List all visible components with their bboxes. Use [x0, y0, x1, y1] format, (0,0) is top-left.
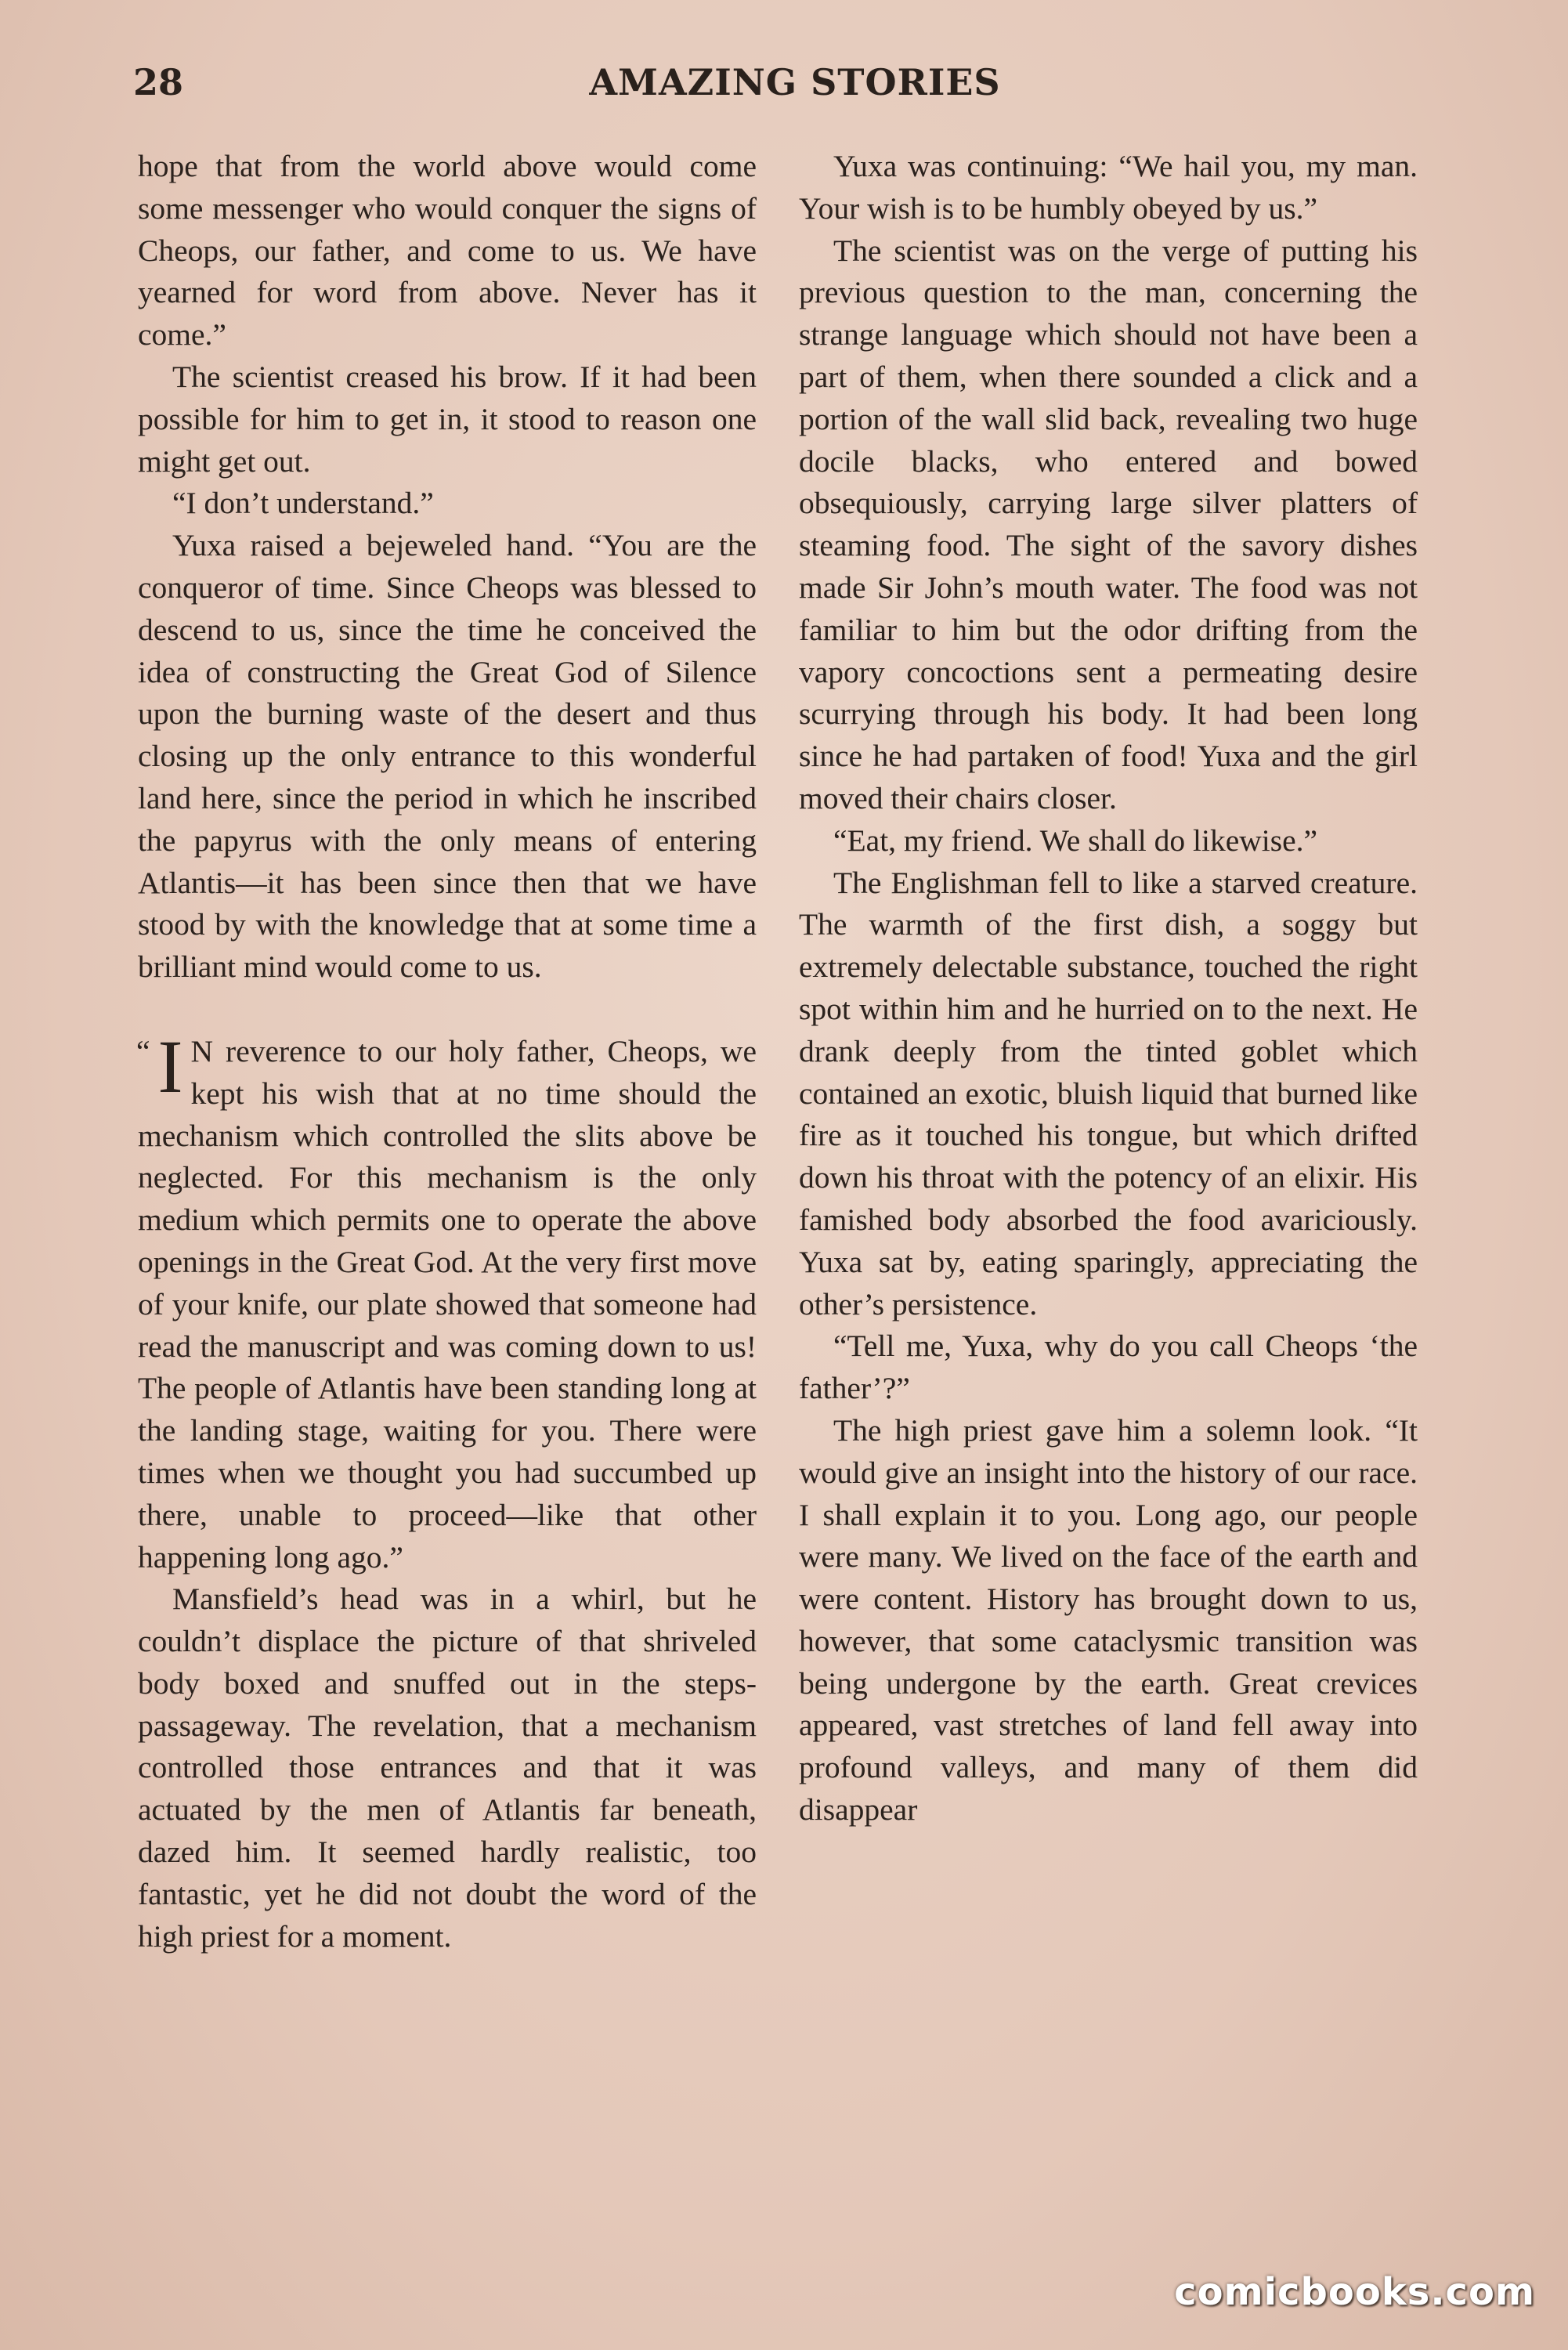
paragraph: The high priest gave him a solemn look. “It would give an insight into the history of our race. I shall explain it to you. Long ago, our people were many. We lived on the face of the earth and were content. History has brought down to us, however, that some cataclysmic transition was being undergone by the earth. Great crevices appeared, vast stretches of land fell away into profound valleys, and many of them did disappear — [799, 1412, 1418, 1828]
paragraph: “Eat, my friend. We shall do likewise.” — [833, 822, 1318, 858]
paragraph-text: reverence to our holy father, Cheops, we kept his wish that at no time should the mechanism which controlled the slits above be neglected. For this mechanism is the only medium which permits one to operate the above openings in the Great God. At the very first move of your knife, our plate showed that someone had read the manuscript and was coming down to us! The people of Atlantis have been standing long at the landing stage, waiting for you. There were times when we thought you had succumbed up there, unable to proceed—like that other happening long ago.” — [138, 1033, 757, 1574]
page-number: 28 — [133, 61, 184, 103]
paragraph: The scientist was on the verge of putting his previous question to the man, concerning the strange language which should not have been a part of them, when there sounded a click and a portion of the wall slid back, revealing two huge docile blacks, who entered and bowed obsequiously, carrying large silver platters of steaming food. The sight of the savory dishes made Sir John’s mouth water. The food was not familiar to him but the odor drifting from the vapory concoctions sent a permeating desire scurrying through his body. It had been long since he had partaken of food! Yuxa and the girl moved their chairs closer. — [799, 233, 1418, 815]
section-start-paragraph — [136, 1024, 757, 1578]
paragraph: Yuxa was continuing: “We hail you, my man. Your wish is to be humbly obeyed by us.” — [799, 149, 1418, 226]
paragraph: Yuxa raised a bejeweled hand. “You are the conqueror of time. Since Cheops was blessed to descend to us, since the time he conceived the idea of constructing the Great God of Silence upon the burning waste of the desert and thus closing up the only entrance to this wonderful land here, since the period in which he inscribed the papyrus with the only means of entering Atlantis—it has been since then that we have stood by with the knowledge that at some time a brilliant mind would come to us. — [138, 528, 757, 985]
first-letters: N — [190, 1033, 214, 1068]
paragraph: The Englishman fell to like a starved creature. The warmth of the first dish, a soggy but extremely delectable substance, touched the right spot within him and he hurried on to the next. He drank deeply from the tinted goblet which contained an exotic, bluish liquid that burned like fire as it touched his tongue, but which drifted down his throat with the potency of an elixir. His famished body absorbed the food avariciously. Yuxa sat by, eating sparingly, appreciating the other’s persistence. — [799, 865, 1418, 1321]
paragraph: “I don’t understand.” — [172, 486, 434, 521]
magazine-title: AMAZING STORIES — [589, 61, 1001, 103]
drop-cap: I — [157, 1024, 183, 1108]
paragraph: Mansfield’s head was in a whirl, but he couldn’t displace the picture of that shriveled body boxed and snuffed out in the steps-passageway. The revelation, that a mechanism controlled those entrances and that it was actuated by the men of Atlantis far beneath, dazed him. It seemed hardly realistic, too fantastic, yet he did not doubt the word of the high priest for a moment. — [138, 1582, 757, 1954]
right-column — [799, 146, 1418, 1831]
open-quote: “ — [136, 1033, 150, 1068]
page-header — [133, 61, 1457, 116]
left-column — [138, 146, 757, 1958]
paragraph: The scientist creased his brow. If it had been possible for him to get in, it stood to reason one might get out. — [138, 359, 757, 479]
paragraph: hope that from the world above would come some messenger who would conquer the signs of Cheops, our father, and come to us. We have yearned for word from above. Never has it come.” — [138, 149, 757, 352]
site-watermark: comicbooks.com — [1174, 2270, 1535, 2314]
paragraph: “Tell me, Yuxa, why do you call Cheops ‘the father’?” — [799, 1329, 1418, 1406]
